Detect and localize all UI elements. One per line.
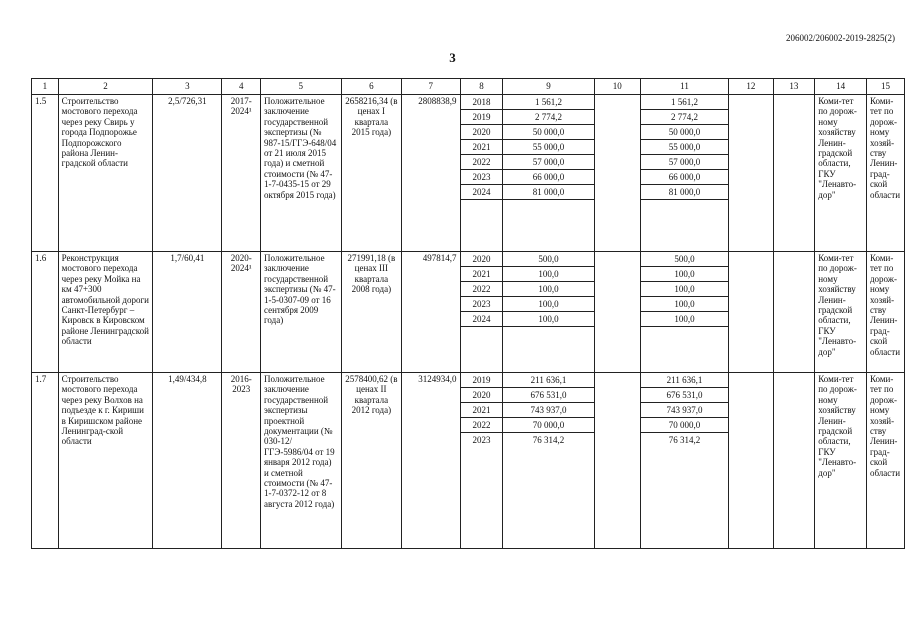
amount: 100,0 bbox=[503, 282, 593, 297]
amount: 743 937,0 bbox=[641, 403, 728, 418]
empty-cell bbox=[729, 252, 774, 373]
amount: 1 561,2 bbox=[503, 95, 593, 110]
years-cell bbox=[460, 252, 503, 373]
amount-cell bbox=[640, 373, 728, 549]
col-header: 6 bbox=[341, 79, 402, 95]
total-cell: 3124934,0 bbox=[402, 373, 460, 549]
col-header: 4 bbox=[222, 79, 261, 95]
estimate-cell: 2658216,34 (в ценах I квартала 2015 года) bbox=[341, 95, 402, 252]
row-number: 1.7 bbox=[32, 373, 59, 549]
project-name: Строительство мостового перехода через реку Волхов на подъезде к г. Кириши в Киришском районе Ленинград-ской области bbox=[58, 373, 153, 549]
expertise-cell: Положительное заключение государственной экспертизы (№ 47-1-5-0307-09 от 16 сентября 2009 года) bbox=[260, 252, 341, 373]
period-cell: 2017-2024¹ bbox=[222, 95, 261, 252]
amount: 81 000,0 bbox=[641, 185, 728, 200]
amount: 66 000,0 bbox=[641, 170, 728, 185]
year: 2021 bbox=[461, 140, 503, 155]
year: 2023 bbox=[461, 297, 503, 312]
col-header: 9 bbox=[503, 79, 594, 95]
amount: 676 531,0 bbox=[503, 388, 593, 403]
table-row bbox=[32, 373, 905, 549]
amount: 55 000,0 bbox=[641, 140, 728, 155]
customer-cell: Коми-тет по дорож-ному хозяйству Ленин-градской области, ГКУ "Ленавто-дор" bbox=[815, 252, 867, 373]
year: 2019 bbox=[461, 110, 503, 125]
amount: 211 636,1 bbox=[503, 373, 593, 388]
total-cell: 2808838,9 bbox=[402, 95, 460, 252]
col-header: 2 bbox=[58, 79, 153, 95]
year: 2019 bbox=[461, 373, 503, 388]
row-number: 1.5 bbox=[32, 95, 59, 252]
year: 2021 bbox=[461, 403, 503, 418]
empty-cell bbox=[594, 373, 640, 549]
amount: 211 636,1 bbox=[641, 373, 728, 388]
col-header: 11 bbox=[640, 79, 728, 95]
executor-cell: Коми-тет по дорож-ному хозяй-ству Ленин-град-ской области bbox=[866, 252, 904, 373]
amount-cell bbox=[640, 95, 728, 252]
empty-cell bbox=[773, 95, 815, 252]
col-header: 14 bbox=[815, 79, 867, 95]
length-cell: 1,7/60,41 bbox=[153, 252, 222, 373]
amount: 50 000,0 bbox=[641, 125, 728, 140]
col-header: 8 bbox=[460, 79, 503, 95]
amount: 100,0 bbox=[641, 312, 728, 327]
col-header: 15 bbox=[866, 79, 904, 95]
col-header: 13 bbox=[773, 79, 815, 95]
year: 2020 bbox=[461, 252, 503, 267]
year: 2022 bbox=[461, 282, 503, 297]
amount: 66 000,0 bbox=[503, 170, 593, 185]
year: 2020 bbox=[461, 388, 503, 403]
expertise-cell: Положительное заключение государственной экспертизы проектной документации (№ 030-12/ГГЭ-5986/04 от 19 января 2012 года) и сметной стоимости (№ 47-1-7-0372-12 от 8 августа 2012 года) bbox=[260, 373, 341, 549]
executor-cell: Коми-тет по дорож-ному хозяй-ству Ленин-град-ской области bbox=[866, 373, 904, 549]
col-header: 12 bbox=[729, 79, 774, 95]
customer-cell: Коми-тет по дорож-ному хозяйству Ленин-градской области, ГКУ "Ленавто-дор" bbox=[815, 373, 867, 549]
amount: 100,0 bbox=[641, 282, 728, 297]
year: 2023 bbox=[461, 170, 503, 185]
period-cell: 2016-2023 bbox=[222, 373, 261, 549]
amount: 2 774,2 bbox=[503, 110, 593, 125]
amount: 500,0 bbox=[641, 252, 728, 267]
length-cell: 1,49/434,8 bbox=[153, 373, 222, 549]
amount-cell bbox=[503, 252, 594, 373]
year: 2022 bbox=[461, 155, 503, 170]
year: 2020 bbox=[461, 125, 503, 140]
year: 2022 bbox=[461, 418, 503, 433]
table-row bbox=[32, 95, 905, 252]
col-header: 5 bbox=[260, 79, 341, 95]
amount: 100,0 bbox=[503, 312, 593, 327]
amount: 76 314,2 bbox=[668, 435, 701, 445]
row-number: 1.6 bbox=[32, 252, 59, 373]
year: 2023 bbox=[472, 435, 491, 445]
amount: 70 000,0 bbox=[641, 418, 728, 433]
executor-cell: Коми-тет по дорож-ному хозяй-ству Ленин-град-ской области bbox=[866, 95, 904, 252]
years-cell bbox=[460, 95, 503, 252]
years-cell bbox=[460, 373, 503, 549]
project-name: Строительство мостового перехода через реку Свирь у города Подпорожье Подпорожского района Ленин-градской области bbox=[58, 95, 153, 252]
document-id: 206002/206002-2019-2825(2) bbox=[786, 33, 895, 43]
amount: 57 000,0 bbox=[641, 155, 728, 170]
col-header: 10 bbox=[594, 79, 640, 95]
length-cell: 2,5/726,31 bbox=[153, 95, 222, 252]
empty-cell bbox=[773, 373, 815, 549]
period-cell: 2020-2024¹ bbox=[222, 252, 261, 373]
amount: 1 561,2 bbox=[641, 95, 728, 110]
amount: 81 000,0 bbox=[503, 185, 593, 200]
amount: 100,0 bbox=[641, 267, 728, 282]
empty-cell bbox=[729, 373, 774, 549]
expertise-cell: Положительное заключение государственной экспертизы (№ 987-15/ГГЭ-648/04 от 21 июля 2015 года) и сметной стоимости (№ 47-1-7-0435-15 от 29 октября 2015 года) bbox=[260, 95, 341, 252]
estimate-cell: 2578400,62 (в ценах II квартала 2012 года) bbox=[341, 373, 402, 549]
amount: 57 000,0 bbox=[503, 155, 593, 170]
amount: 743 937,0 bbox=[503, 403, 593, 418]
empty-cell bbox=[729, 95, 774, 252]
amount: 100,0 bbox=[503, 297, 593, 312]
year: 2018 bbox=[461, 95, 503, 110]
amount: 2 774,2 bbox=[641, 110, 728, 125]
empty-cell bbox=[773, 252, 815, 373]
amount: 55 000,0 bbox=[503, 140, 593, 155]
total-cell: 497814,7 bbox=[402, 252, 460, 373]
amount: 500,0 bbox=[503, 252, 593, 267]
project-name: Реконструкция мостового перехода через реку Мойка на км 47+300 автомобильной дороги Санкт-Петербург – Кировск в Кировском районе Ленинградской области bbox=[58, 252, 153, 373]
estimate-cell: 271991,18 (в ценах III квартала 2008 года) bbox=[341, 252, 402, 373]
table-row bbox=[32, 252, 905, 373]
amount: 50 000,0 bbox=[503, 125, 593, 140]
year: 2024 bbox=[461, 185, 503, 200]
amount-cell bbox=[640, 252, 728, 373]
amount-cell bbox=[503, 373, 594, 549]
customer-cell: Коми-тет по дорож-ному хозяйству Ленин-градской области, ГКУ "Ленавто-дор" bbox=[815, 95, 867, 252]
amount: 676 531,0 bbox=[641, 388, 728, 403]
year: 2024 bbox=[461, 312, 503, 327]
amount-cell bbox=[503, 95, 594, 252]
col-header: 1 bbox=[32, 79, 59, 95]
column-header-row bbox=[32, 79, 905, 95]
empty-cell bbox=[594, 252, 640, 373]
amount: 70 000,0 bbox=[503, 418, 593, 433]
amount: 100,0 bbox=[641, 297, 728, 312]
col-header: 3 bbox=[153, 79, 222, 95]
col-header: 7 bbox=[402, 79, 460, 95]
amount: 76 314,2 bbox=[532, 435, 565, 445]
year: 2021 bbox=[461, 267, 503, 282]
amount: 100,0 bbox=[503, 267, 593, 282]
page-number: 3 bbox=[449, 50, 456, 65]
empty-cell bbox=[594, 95, 640, 252]
projects-table bbox=[31, 78, 905, 549]
